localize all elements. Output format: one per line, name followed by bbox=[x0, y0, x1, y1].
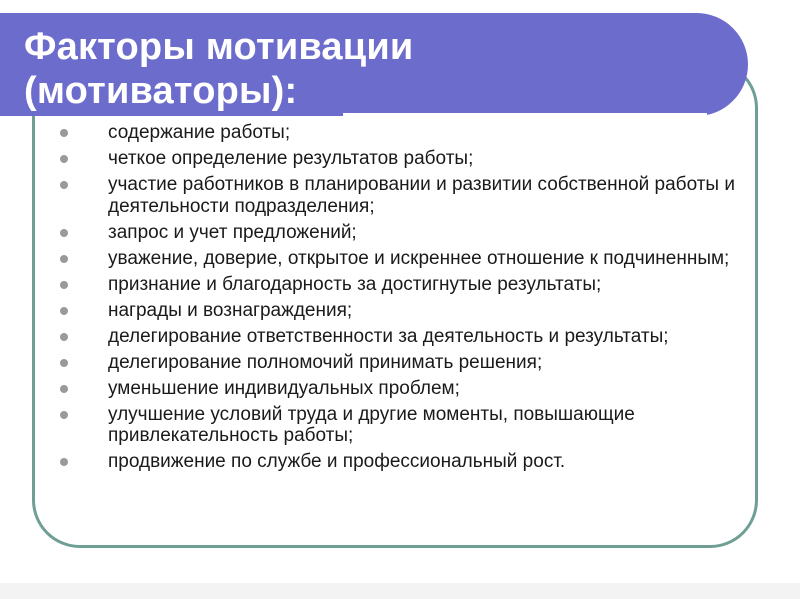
bullet-icon bbox=[60, 458, 68, 466]
list-item bbox=[60, 122, 750, 144]
list-item bbox=[60, 274, 750, 296]
bullet-icon bbox=[60, 385, 68, 393]
bullet-icon bbox=[60, 229, 68, 237]
bullet-icon bbox=[60, 155, 68, 163]
bullet-icon bbox=[60, 181, 68, 189]
list-item bbox=[60, 352, 750, 374]
list-item-text: признание и благодарность за достигнутые результаты; bbox=[108, 273, 602, 295]
list-item bbox=[60, 378, 750, 400]
title-line-1: Факторы мотивации bbox=[24, 26, 414, 68]
list-item-text: четкое определение результатов работы; bbox=[108, 148, 474, 169]
list-item-text: участие работников в планировании и развитии собственной работы и деятельности подразделения; bbox=[108, 174, 735, 217]
bullet-icon bbox=[60, 129, 68, 137]
list-item-text: делегирование полномочий принимать решения; bbox=[108, 351, 543, 373]
bullet-icon bbox=[60, 307, 68, 315]
bottom-strip bbox=[0, 583, 800, 599]
bullet-icon bbox=[60, 411, 68, 419]
list-item bbox=[60, 451, 750, 473]
list-item-text: запрос и учет предложений; bbox=[108, 221, 357, 243]
list-item-text: делегирование ответственности за деятельность и результаты; bbox=[108, 325, 669, 347]
list-item-text: продвижение по службе и профессиональный рост. bbox=[108, 451, 566, 472]
list-item bbox=[60, 326, 750, 348]
list-item bbox=[60, 174, 750, 217]
bullet-icon bbox=[60, 255, 68, 263]
list-item-text: улучшение условий труда и другие моменты, повышающие привлекательность работы; bbox=[108, 403, 635, 446]
list-item-text: награды и вознаграждения; bbox=[108, 299, 353, 321]
list-item bbox=[60, 222, 750, 244]
list-item bbox=[60, 404, 750, 447]
list-item-text: уважение, доверие, открытое и искреннее отношение к подчиненным; bbox=[108, 247, 730, 269]
title-line-2: (мотиваторы): bbox=[24, 70, 298, 112]
bullet-icon bbox=[60, 281, 68, 289]
list-item bbox=[60, 248, 750, 270]
title-underline bbox=[343, 113, 707, 116]
bullet-icon bbox=[60, 333, 68, 341]
title-band bbox=[0, 13, 748, 116]
bullet-icon bbox=[60, 359, 68, 367]
motivator-list bbox=[60, 122, 750, 477]
list-item bbox=[60, 148, 750, 170]
list-item-text: содержание работы; bbox=[108, 122, 291, 143]
list-item bbox=[60, 300, 750, 322]
list-item-text: уменьшение индивидуальных проблем; bbox=[108, 377, 460, 399]
slide-title bbox=[24, 25, 413, 113]
